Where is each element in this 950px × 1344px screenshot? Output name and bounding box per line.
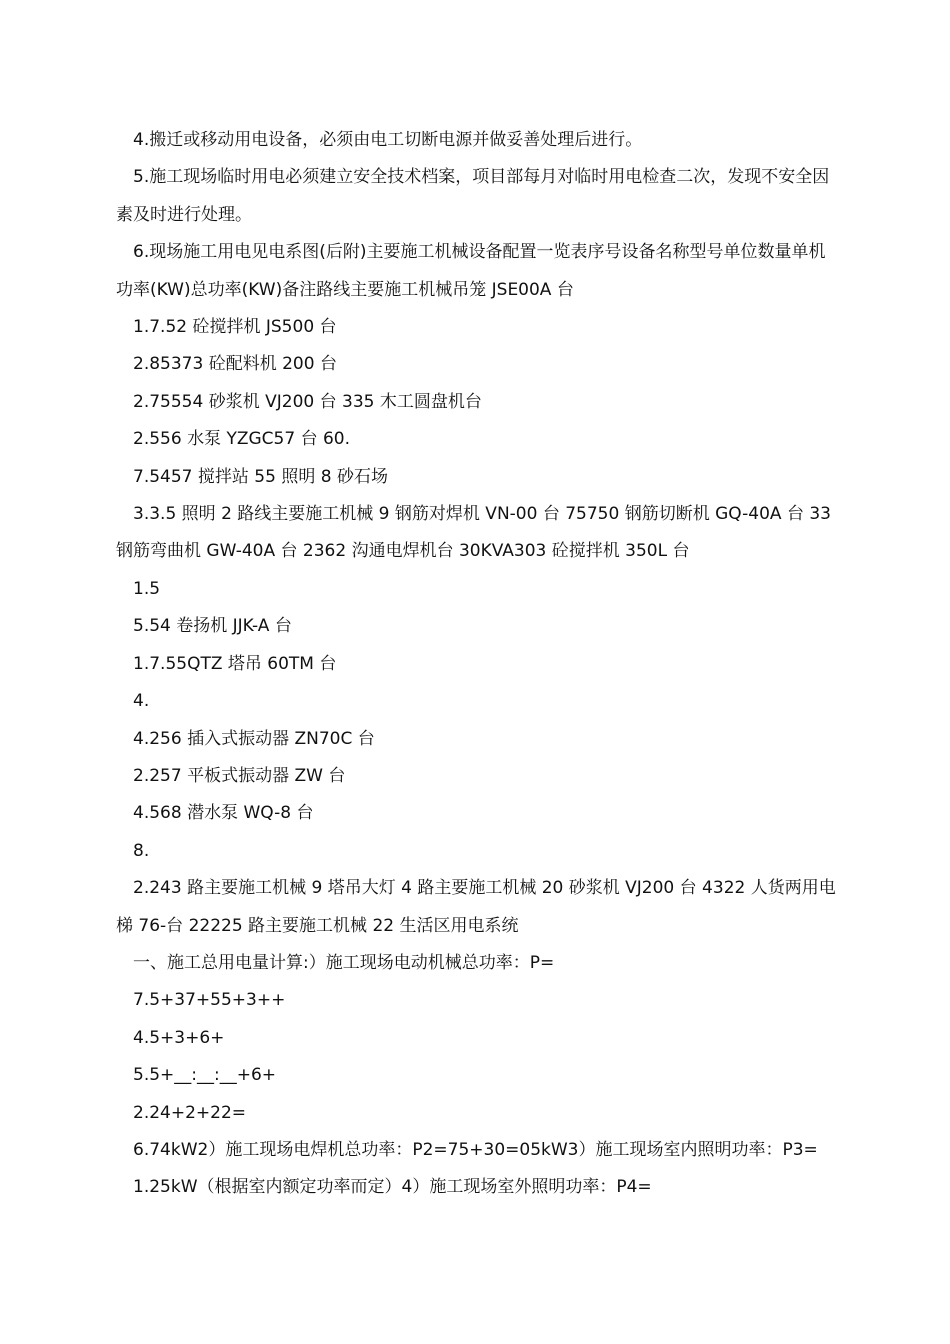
paragraph: 4.568 潜水泵 WQ-8 台 <box>133 803 314 824</box>
paragraph: 5.施工现场临时用电必须建立安全技术档案，项目部每月对临时用电检查二次，发现不安全因素及时进行处理。 <box>116 167 830 225</box>
paragraph: 1.7.55QTZ 塔吊 60TM 台 <box>133 653 337 674</box>
paragraph: 4.搬迁或移动用电设备，必须由电工切断电源并做妥善处理后进行。 <box>133 130 643 150</box>
paragraph: 3.3.5 照明 2 路线主要施工机械 9 钢筋对焊机 VN-00 台 75750 钢筋切断机 GQ-40A 台 33 钢筋弯曲机 GW-40A 台 2362 沟通电焊机台 30KVA303 砼搅拌机 350L 台 <box>116 504 831 562</box>
paragraph: 7.5457 搅拌站 55 照明 8 砂石场 <box>133 466 388 487</box>
paragraph: 2.75554 砂浆机 VJ200 台 335 木工圆盘机台 <box>133 391 482 412</box>
paragraph: 一、施工总用电量计算:）施工现场电动机械总功率：P= <box>133 952 555 973</box>
document-body <box>116 122 840 1207</box>
paragraph: 8. <box>133 840 150 861</box>
paragraph: 5.54 卷扬机 JJK-A 台 <box>133 616 292 637</box>
paragraph: 2.257 平板式振动器 ZW 台 <box>133 765 346 786</box>
paragraph: 4.5+3+6+ <box>133 1027 225 1048</box>
paragraph: 6.74kW2）施工现场电焊机总功率：P2=75+30=05kW3）施工现场室内照明功率：P3= <box>133 1139 818 1160</box>
paragraph: 4.256 插入式振动器 ZN70C 台 <box>133 728 375 749</box>
paragraph: 1.5 <box>133 578 161 599</box>
paragraph: 1.7.52 砼搅拌机 JS500 台 <box>133 317 337 338</box>
paragraph: 2.243 路主要施工机械 9 塔吊大灯 4 路主要施工机械 20 砂浆机 VJ200 台 4322 人货两用电梯 76-台 22225 路主要施工机械 22 生活区用电系统 <box>116 878 836 936</box>
paragraph: 1.25kW（根据室内额定功率而定）4）施工现场室外照明功率：P4= <box>133 1177 652 1198</box>
paragraph: 2.85373 砼配料机 200 台 <box>133 354 337 375</box>
paragraph: 2.24+2+22= <box>133 1102 247 1123</box>
paragraph: 7.5+37+55+3++ <box>133 990 286 1011</box>
paragraph: 2.556 水泵 YZGC57 台 60. <box>133 429 351 450</box>
paragraph: 4. <box>133 691 150 712</box>
paragraph: 5.5+__:__:__+6+ <box>133 1065 277 1086</box>
paragraph: 6.现场施工用电见电系图(后附)主要施工机械设备配置一览表序号设备名称型号单位数量单机功率(KW)总功率(KW)备注路线主要施工机械吊笼 JSE00A 台 <box>116 242 826 300</box>
